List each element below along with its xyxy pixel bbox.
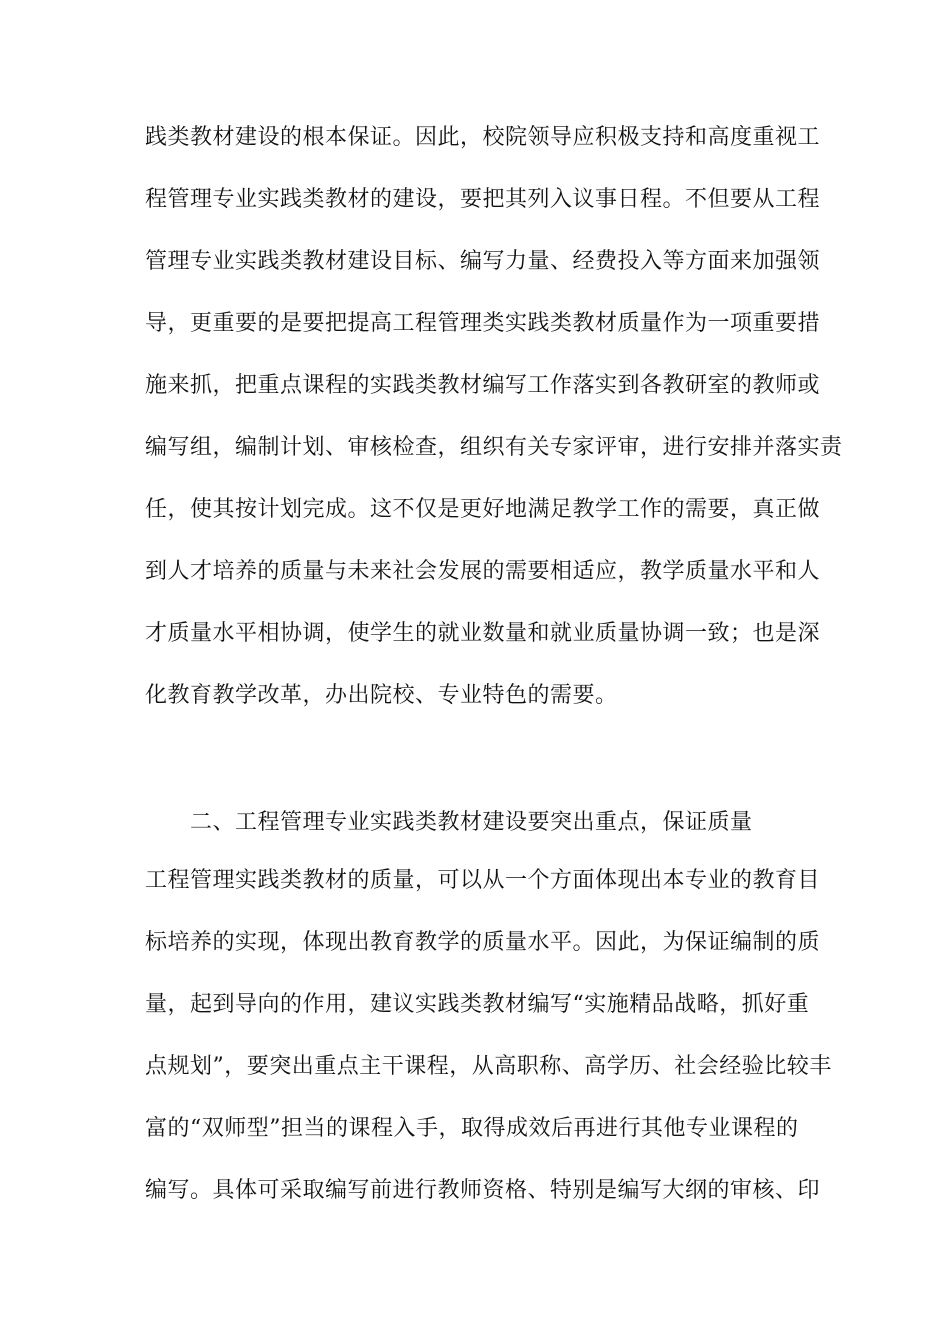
paragraph-1-line-8: 到人才培养的质量与未来社会发展的需要相适应，教学质量水平和人	[145, 559, 821, 584]
paragraph-2-line-2: 标培养的实现，体现出教育教学的质量水平。因此，为保证编制的质	[145, 930, 821, 955]
paragraph-2-line-3: 量，起到导向的作用，建议实践类教材编写“实施精品战略，抓好重	[145, 992, 810, 1017]
paragraph-1-line-10: 化教育教学改革，办出院校、专业特色的需要。	[145, 683, 618, 708]
paragraph-1-line-6: 编写组，编制计划、审核检查，组织有关专家评审，进行安排并落实责	[145, 435, 843, 460]
paragraph-1-line-9: 才质量水平相协调，使学生的就业数量和就业质量协调一致；也是深	[145, 621, 821, 646]
paragraph-1-line-3: 管理专业实践类教材建设目标、编写力量、经费投入等方面来加强领	[145, 249, 821, 274]
paragraph-2-line-1: 工程管理实践类教材的质量，可以从一个方面体现出本专业的教育目	[145, 868, 821, 893]
paragraph-2-line-4: 点规划”，要突出重点主干课程，从高职称、高学历、社会经验比较丰	[145, 1054, 832, 1079]
paragraph-2-line-6: 编写。具体可采取编写前进行教师资格、特别是编写大纲的审核、印	[145, 1178, 821, 1203]
paragraph-1-line-2: 程管理专业实践类教材的建设，要把其列入议事日程。不但要从工程	[145, 187, 821, 212]
paragraph-1-line-1: 践类教材建设的根本保证。因此，校院领导应积极支持和高度重视工	[145, 125, 821, 150]
paragraph-1-line-4: 导，更重要的是要把提高工程管理类实践类教材质量作为一项重要措	[145, 311, 821, 336]
section-heading: 二、工程管理专业实践类教材建设要突出重点，保证质量	[190, 810, 753, 835]
paragraph-1-line-5: 施来抓，把重点课程的实践类教材编写工作落实到各教研室的教师或	[145, 373, 821, 398]
paragraph-2-line-5: 富的“双师型”担当的课程入手，取得成效后再进行其他专业课程的	[145, 1116, 799, 1141]
paragraph-1-line-7: 任，使其按计划完成。这不仅是更好地满足教学工作的需要，真正做	[145, 497, 821, 522]
